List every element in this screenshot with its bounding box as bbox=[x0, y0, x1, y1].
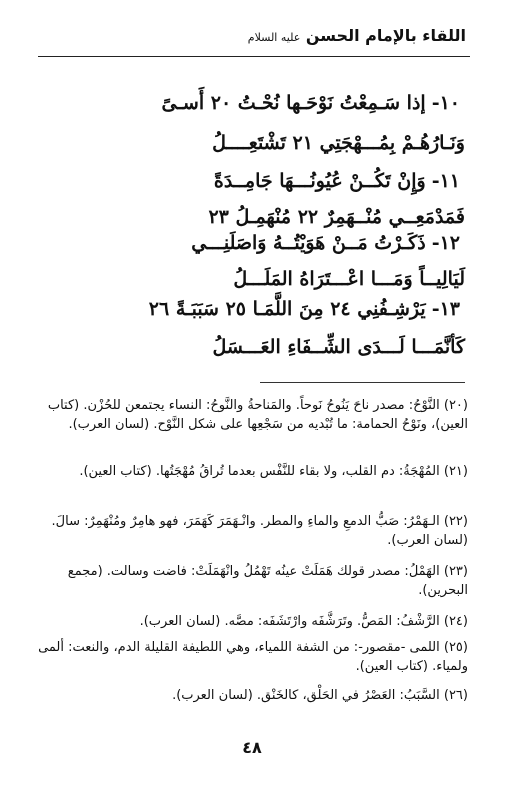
verse-text: لَيَالِيــاً وَمَـــا اعْـــتَرَاهُ المَلَـــلُ bbox=[233, 268, 465, 290]
footnote: (٢٤) الرَّشْفُ: المَصُّ. وتَرَشَّفَه وارْتَشَفَه: مصَّه. (لسان العرب). bbox=[139, 614, 468, 629]
verse-text: كَأنَّمَـــا لَـــدَى الشِّــفَاءِ العَـــسَلُ bbox=[212, 336, 465, 358]
footnote-separator bbox=[260, 382, 465, 383]
footnote: (٢١) المُهْجَةُ: دم القلب، ولا بقاء للنَّفْس بعدما تُراقُ مُهْجَتُها. (كتاب العين). bbox=[79, 464, 468, 479]
running-header bbox=[136, 26, 466, 45]
footnote: (٢٣) الهَمْلُ: مصدر قولك هَمَلَتْ عينُه تَهْمُلُ وانْهَمَلَتْ: فاضت وسالت. (مجمع البحرين). bbox=[67, 564, 468, 598]
verse-number: ١٣- bbox=[431, 298, 460, 320]
header-title: اللقاء بالإمام الحسن bbox=[305, 26, 466, 45]
header-honorific-seal: عليه السلام bbox=[247, 31, 301, 44]
poem-line bbox=[208, 206, 465, 228]
verse-text: يَرْشِـفُنِي ٢٤ مِنَ اللَّمَـا ٢٥ سَبَبَـةً ٢٦ bbox=[148, 298, 426, 320]
page-number: ٤٨ bbox=[242, 738, 262, 757]
poem-line bbox=[212, 336, 465, 358]
poem-line bbox=[212, 132, 465, 154]
footnote: (٢٥) اللمى -مقصور-: من الشفة اللمياء، وهي اللطيفة القليلة الدم، والنعت: ألمى ولمياء. (كتاب العين). bbox=[38, 640, 468, 674]
poem-line bbox=[233, 268, 465, 290]
header-rule bbox=[38, 56, 470, 57]
poem-line bbox=[162, 92, 460, 114]
verse-number: ١٢- bbox=[431, 232, 460, 254]
verse-number: ١١- bbox=[431, 170, 460, 192]
verse-number: ١٠- bbox=[431, 92, 460, 114]
verse-text: ذَكَـرْتُ مَــنْ هَوَيْتُــهُ وَاصَلَنِـــي bbox=[191, 232, 426, 254]
verse-text: وَإِنْ تَكُــنْ عُيُونُـــهَا جَامِــدَةً bbox=[213, 170, 426, 192]
poem-line bbox=[214, 170, 460, 192]
poem-line bbox=[191, 232, 460, 254]
footnote: (٢٦) السَّبَبُ: العَصْرُ في الحَلْق، كالخَنْق. (لسان العرب). bbox=[172, 688, 468, 703]
verse-text: فَمَدْمَعِــي مُنْــهَمِرٌ ٢٢ مُنْهَمِـلُ ٢٣ bbox=[208, 206, 465, 228]
poem-line bbox=[149, 298, 460, 320]
footnote: (٢٢) الـهَمْرُ: صَبُّ الدمعِ والماءِ والمطر. وانْـهَمَرَ كَهَمَرَ، فهو هامِرٌ ومُنْهَمِرٌ: سالَ. (لسان العرب). bbox=[51, 514, 468, 548]
footnote: (٢٠) النَّوْحُ: مصدر ناحَ يَنُوحُ نَوحاً. والمَناحةُ والنَّوحُ: النساء يجتمعن للحُزْن. (كتاب العين)، ونَوْحُ الحمامة: ما تُبْديه من سَجْعِها على شكل النَّوْح. (لسان العرب). bbox=[47, 398, 468, 432]
verse-text: إذا سَـمِعْتُ نَوْحَـها نُحْـتُ ٢٠ أَسـىً bbox=[161, 92, 426, 114]
verse-text: وَنَـارُهُـمْ بِمُـــهْجَتِي ٢١ تَشْتَعِــــلُ bbox=[212, 132, 465, 154]
